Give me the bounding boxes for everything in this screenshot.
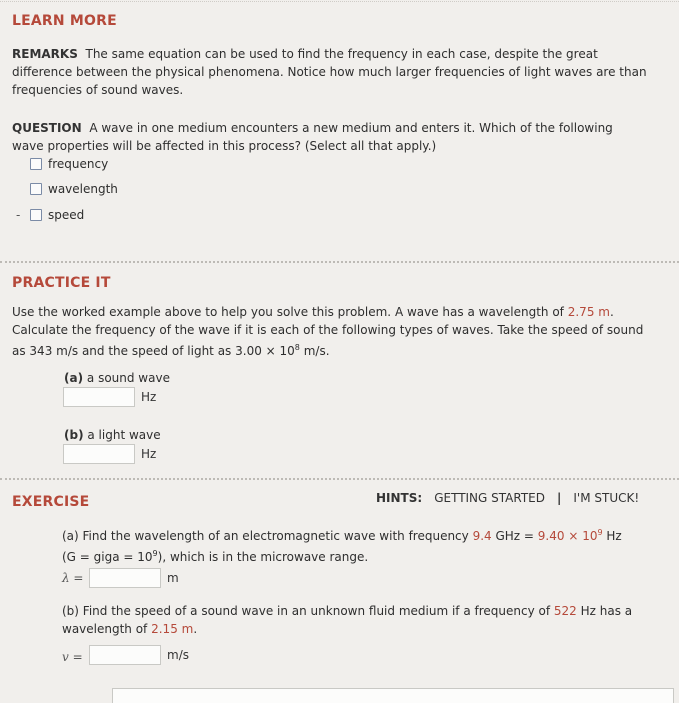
practice-line-1-post: . xyxy=(609,305,614,319)
question-line-1: A wave in one medium encounters a new medium and enters it. Which of the following xyxy=(89,121,613,135)
exercise-a-line-1-mid: GHz = xyxy=(491,529,538,543)
answer-area-partial[interactable] xyxy=(112,688,674,703)
question-line-2: wave properties will be affected in this process? (Select all that apply.) xyxy=(12,139,437,153)
wavelength-input[interactable] xyxy=(89,568,161,588)
practice-wavelength-value: 2.75 m xyxy=(567,305,610,319)
remarks-line-3: frequencies of sound waves. xyxy=(12,83,184,97)
practice-text xyxy=(12,303,667,360)
speed-symbol: v = xyxy=(62,650,83,664)
frequency-checkbox[interactable] xyxy=(30,158,42,170)
practice-line-3-post: m/s. xyxy=(299,344,330,358)
exercise-b-unit: m/s xyxy=(167,648,189,662)
wavelength-symbol: λ = xyxy=(62,571,84,585)
part-a-unit: Hz xyxy=(141,390,157,404)
practice-line-3-exp: 8 xyxy=(294,343,300,352)
practice-line-3-pre: as 343 m/s and the speed of light as 3.00 × 10 xyxy=(12,344,295,358)
part-a-label: (a) xyxy=(64,371,84,385)
part-b-label: (b) xyxy=(64,428,84,442)
option-speed[interactable] xyxy=(30,208,84,222)
getting-started-link[interactable]: GETTING STARTED xyxy=(434,491,545,505)
exercise-a-exp: 9 xyxy=(597,528,603,537)
exercise-a-line-2-exp: 9 xyxy=(152,549,158,558)
practice-line-2: Calculate the frequency of the wave if it is each of the following types of waves. Take the speed of sound xyxy=(12,323,644,337)
option-speed-label: speed xyxy=(48,208,85,222)
remarks-line-1: The same equation can be used to find the frequency in each case, despite the great xyxy=(85,47,598,61)
remarks-line-2: difference between the physical phenomena. Notice how much larger frequencies of light waves are than xyxy=(12,65,647,79)
learn-more-title: LEARN MORE xyxy=(12,13,117,29)
question-label: QUESTION xyxy=(12,121,82,135)
option-frequency-label: frequency xyxy=(48,157,109,171)
exercise-b-text xyxy=(62,602,662,638)
exercise-a-line-2-post: ), which is in the microwave range. xyxy=(157,550,369,564)
part-b-unit: Hz xyxy=(141,447,157,461)
light-frequency-input[interactable] xyxy=(63,444,135,464)
exercise-a-value: 9.40 × 10 xyxy=(537,529,598,543)
exercise-a-line-1-pre: (a) Find the wavelength of an electromagnetic wave with frequency xyxy=(62,529,473,543)
practice-line-1-pre: Use the worked example above to help you solve this problem. A wave has a wavelength of xyxy=(12,305,568,319)
speed-checkbox[interactable] xyxy=(30,209,42,221)
practice-title: PRACTICE IT xyxy=(12,275,111,291)
im-stuck-link[interactable]: I'M STUCK! xyxy=(573,491,640,505)
sound-frequency-input[interactable] xyxy=(63,387,135,407)
divider-2 xyxy=(0,478,679,480)
part-b-text: a light wave xyxy=(87,428,161,442)
exercise-b-line-2-pre: wavelength of xyxy=(62,622,152,636)
part-a-prompt xyxy=(64,371,170,385)
exercise-b-wavelength: 2.15 m xyxy=(151,622,194,636)
option-marker: - xyxy=(16,208,21,222)
wavelength-checkbox[interactable] xyxy=(30,183,42,195)
exercise-b-frequency: 522 xyxy=(553,604,577,618)
remarks-block xyxy=(12,45,662,99)
exercise-a-text xyxy=(62,524,662,566)
part-a-text: a sound wave xyxy=(86,371,170,385)
remarks-label: REMARKS xyxy=(12,47,78,61)
top-divider xyxy=(0,1,679,2)
question-block xyxy=(12,119,662,155)
exercise-b-line-1-post: Hz has a xyxy=(576,604,633,618)
hints-bar xyxy=(376,491,639,505)
exercise-a-line-1-post: Hz xyxy=(602,529,622,543)
hints-separator: | xyxy=(557,491,562,505)
option-wavelength[interactable] xyxy=(30,182,118,196)
option-frequency[interactable] xyxy=(30,157,108,171)
speed-input[interactable] xyxy=(89,645,161,665)
exercise-a-unit: m xyxy=(167,571,179,585)
exercise-title: EXERCISE xyxy=(12,494,90,510)
exercise-a-line-2-pre: (G = giga = 10 xyxy=(62,550,153,564)
part-b-prompt xyxy=(64,428,161,442)
exercise-b-line-2-post: . xyxy=(193,622,198,636)
exercise-a-frequency: 9.4 xyxy=(472,529,492,543)
exercise-b-line-1-pre: (b) Find the speed of a sound wave in an unknown fluid medium if a frequency of xyxy=(62,604,554,618)
option-wavelength-label: wavelength xyxy=(48,182,118,196)
divider-1 xyxy=(0,261,679,263)
hints-label: HINTS: xyxy=(376,491,423,505)
